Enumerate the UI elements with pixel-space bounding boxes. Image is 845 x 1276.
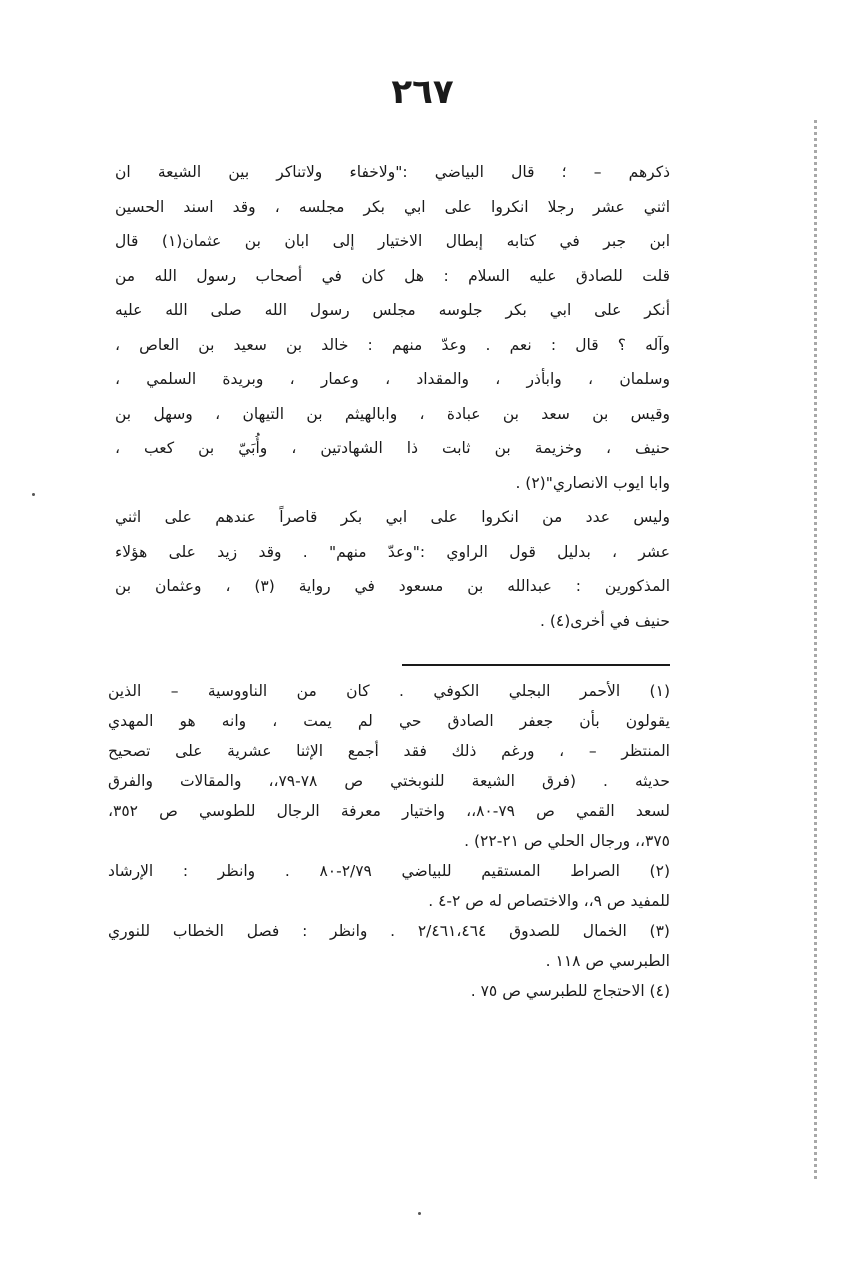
page-number: ٢٦٧ (391, 72, 454, 112)
text-line: ابن جبر في كتابه إبطال الاختيار إلى ابان بن عثمان(١) قال (115, 232, 670, 250)
text-line: حنيف ، وخزيمة بن ثابت ذا الشهادتين ، وأُبَيّ بن كعب ، (115, 439, 670, 457)
text-line: وسلمان ، وابأذر ، والمقداد ، وعمار ، وبريدة السلمي ، (115, 370, 670, 388)
text-line: قلت للصادق عليه السلام : هل كان في أصحاب رسول الله من (115, 266, 670, 285)
footnote-line: (٣) الخمال للصدوق ٢/٤٦١،٤٦٤ . وانظر : فصل الخطاب للنوري (108, 922, 670, 940)
text-line: وابا ايوب الانصاري"(٢) . (515, 473, 670, 492)
footnote-line: حديثه . (فرق الشيعة للنوبختي ص ٧٨-٧٩،، والمقالات والفرق (108, 772, 670, 790)
text-line: وقيس بن سعد بن عبادة ، وابالهيثم بن التيهان ، وسهل بن (115, 404, 670, 423)
scan-speck (418, 1212, 421, 1215)
text-line: المذكورين : عبدالله بن مسعود في رواية (٣) ، وعثمان بن (115, 577, 670, 595)
text-line: وليس عدد من انكروا على ابي بكر قاصراً عندهم على اثني (115, 508, 670, 526)
main-text-block (115, 155, 670, 638)
footnote-line: ٣٧٥،، ورجال الحلي ص ٢١-٢٢) . (464, 832, 670, 850)
text-line: ذكرهم – ؛ قال البياضي :"ولاخفاء ولاتناكر بين الشيعة ان (115, 163, 670, 181)
footnote-line: الطبرسي ص ١١٨ . (545, 952, 670, 970)
footnote-separator (402, 664, 670, 666)
footnote-line: المنتظر – ، ورغم ذلك فقد أجمع الإثنا عشرية على تصحيح (108, 742, 670, 760)
footnote-line: لسعد القمي ص ٧٩-٨٠،، واختيار معرفة الرجال للطوسي ص ٣٥٢، (108, 802, 670, 820)
scan-edge-artifact (814, 120, 817, 1180)
footnote-line: (١) الأحمر البجلي الكوفي . كان من الناووسية – الذين (108, 682, 670, 700)
footnote-line: يقولون بأن جعفر الصادق حي لم يمت ، وانه هو المهدي (108, 712, 670, 730)
text-line: عشر ، بدليل قول الراوي :"وعدّ منهم" . وقد زيد على هؤلاء (115, 542, 670, 561)
scan-speck (32, 493, 35, 496)
text-line: اثني عشر رجلا انكروا على ابي بكر مجلسه ، وقد اسند الحسين (115, 197, 670, 216)
footnotes-block (108, 676, 670, 1006)
text-line: وآله ؟ قال : نعم . وعدّ منهم : خالد بن سعيد بن العاص ، (115, 335, 670, 354)
footnote-line: للمفيد ص ٩،، والاختصاص له ص ٢-٤ . (428, 892, 670, 910)
footnote-line: (٤) الاحتجاج للطبرسي ص ٧٥ . (470, 982, 670, 1000)
text-line: أنكر على ابي بكر جلوسه مجلس رسول الله صلى الله عليه (115, 301, 670, 319)
text-line: حنيف في أخرى(٤) . (539, 611, 670, 630)
footnote-line: (٢) الصراط المستقيم للبياضي ٢/٧٩-٨٠ . وانظر : الإرشاد (108, 862, 670, 880)
